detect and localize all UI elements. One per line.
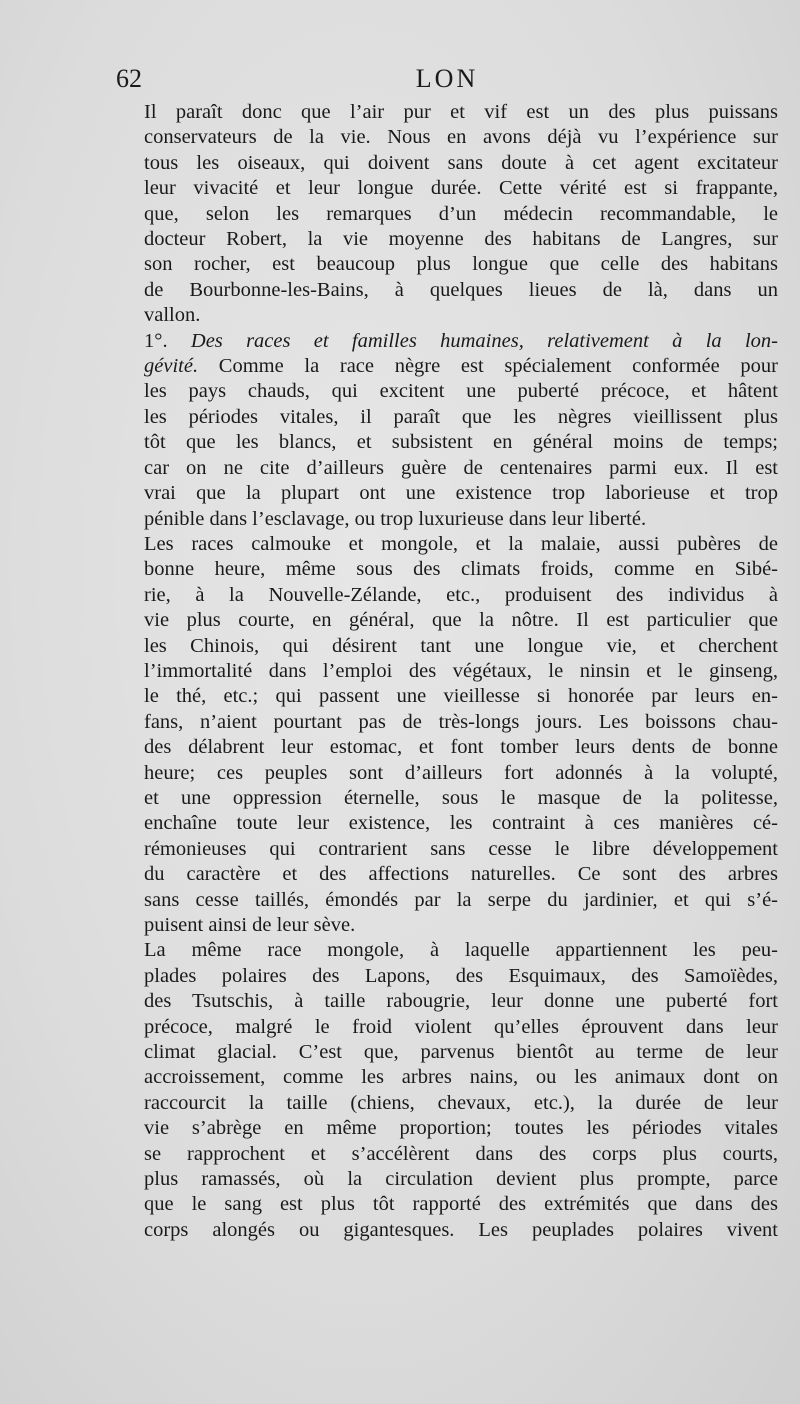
text-line: leur vivacité et leur longue durée. Cette vérité est si frappante,: [144, 177, 778, 200]
text-line: docteur Robert, la vie moyenne des habitans de Langres, sur: [144, 228, 778, 251]
text-line: climat glacial. C’est que, parvenus bientôt au terme de leur: [144, 1041, 778, 1064]
text-line: de Bourbonne-les-Bains, à quelques lieues de là, dans un: [144, 278, 778, 301]
paragraph-1: [116, 100, 778, 329]
section-heading-line: [116, 329, 778, 354]
text-line: conservateurs de la vie. Nous en avons déjà vu l’expérience sur: [144, 126, 778, 149]
text-line: rie, à la Nouvelle-Zélande, etc., produisent des individus à: [144, 583, 778, 606]
paragraph-2: [116, 329, 778, 532]
text-line: fans, n’aient pourtant pas de très-longs jours. Les boissons chau-: [144, 710, 778, 733]
page-number: 62: [116, 64, 142, 93]
text-line: que, selon les remarques d’un médecin recommandable, le: [144, 202, 778, 225]
text-line: son rocher, est beaucoup plus longue que celle des habitans: [144, 253, 778, 276]
text-line: vrai que la plupart ont une existence trop laborieuse et trop: [144, 482, 778, 505]
text-line: Il paraît donc que l’air pur et vif est un des plus puissans: [144, 101, 778, 123]
text-line: les Chinois, qui désirent tant une longue vie, et cherchent: [144, 634, 778, 657]
text-line: des Tsutschis, à taille rabougrie, leur donne une puberté fort: [144, 990, 778, 1013]
text-line: pénible dans l’esclavage, ou trop luxurieuse dans leur liberté.: [144, 507, 647, 530]
text-line: et une oppression éternelle, sous le masque de la politesse,: [144, 786, 778, 809]
text-line: que le sang est plus tôt rapporté des extrémités que dans des: [144, 1193, 778, 1216]
text-line: plus ramassés, où la circulation devient plus prompte, parce: [144, 1168, 778, 1191]
text-line: précoce, malgré le froid violent qu’elles éprouvent dans leur: [144, 1015, 778, 1038]
text-line: heure; ces peuples sont d’ailleurs fort adonnés à la volupté,: [144, 761, 778, 784]
text-line: du caractère et des affections naturelles. Ce sont des arbres: [144, 863, 778, 886]
text-line: vie s’abrège en même proportion; toutes les périodes vitales: [144, 1117, 778, 1140]
text-line: les périodes vitales, il paraît que les nègres vieillissent plus: [144, 405, 778, 428]
text-line: accroissement, comme les arbres nains, ou les animaux dont on: [144, 1066, 778, 1089]
text-line: puisent ainsi de leur sève.: [144, 914, 356, 936]
text-line: bonne heure, même sous des climats froids, comme en Sibé-: [144, 558, 778, 581]
text-line: tous les oiseaux, qui doivent sans doute à cet agent excitateur: [144, 151, 778, 174]
body-text: [116, 100, 778, 1243]
text-line: rémonieuses qui contrarient sans cesse le libre développement: [144, 837, 778, 860]
text-line: raccourcit la taille (chiens, chevaux, etc.), la durée de leur: [144, 1091, 778, 1114]
text-line: sans cesse taillés, émondés par la serpe du jardinier, et qui s’é-: [144, 888, 778, 911]
text-line: car on ne cite d’ailleurs guère de centenaires parmi eux. Il est: [144, 456, 778, 479]
text-line: se rapprochent et s’accélèrent dans des corps plus courts,: [144, 1142, 778, 1165]
text-line: des délabrent leur estomac, et font tomber leurs dents de bonne: [144, 736, 778, 759]
page-header: [116, 64, 778, 100]
text-line: le thé, etc.; qui passent une vieillesse si honorée par leurs en-: [144, 685, 778, 708]
section-heading: Des races et familles humaines, relativement à la lon-: [190, 329, 778, 352]
running-head: LON: [415, 64, 479, 93]
text-fragment: Comme la race nègre est spécialement conformée pour: [198, 355, 778, 378]
text-line: Les races calmouke et mongole, et la malaie, aussi pubères de: [144, 532, 778, 555]
section-number: 1°.: [144, 329, 191, 352]
text-line: enchaîne toute leur existence, les contraint à ces manières cé-: [144, 812, 778, 835]
text-line: vie plus courte, en général, que la nôtre. Il est particulier que: [144, 609, 778, 632]
text-line: l’immortalité dans l’emploi des végétaux, le ninsin et le ginseng,: [144, 659, 778, 682]
text-line: les pays chauds, qui excitent une puberté précoce, et hâtent: [144, 380, 778, 403]
text-line: vallon.: [144, 304, 201, 327]
text-line: corps alongés ou gigantesques. Les peuplades polaires vivent: [144, 1218, 778, 1241]
paragraph-3: [116, 532, 778, 939]
section-heading-continued: gévité.: [144, 355, 199, 378]
text-line: tôt que les blancs, et subsistent en général moins de temps;: [144, 431, 778, 454]
paragraph-4: [116, 938, 778, 1243]
text-line: [116, 354, 778, 379]
text-line: La même race mongole, à laquelle appartiennent les peu-: [144, 939, 778, 962]
text-line: plades polaires des Lapons, des Esquimaux, des Samoïèdes,: [144, 964, 778, 987]
